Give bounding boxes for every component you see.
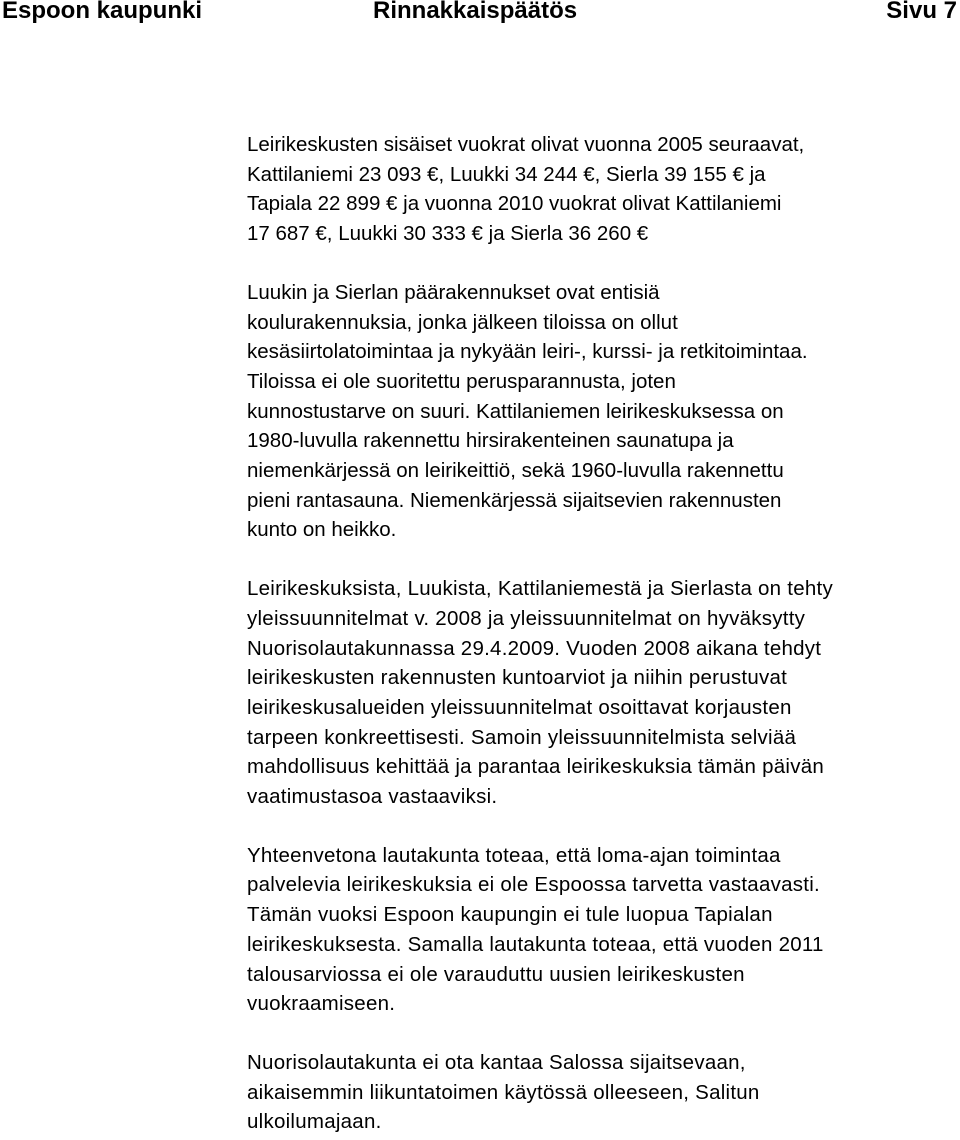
text-line: kesäsiirtolatoimintaa ja nykyään leiri-, kurssi- ja retkitoimintaa. — [247, 340, 808, 364]
text-line: Tiloissa ei ole suoritettu perusparannusta, joten — [247, 369, 676, 393]
text-line: vuokraamiseen. — [247, 992, 396, 1016]
text-line: Kattilaniemi 23 093 €, Luukki 34 244 €, Sierla 39 155 € ja — [247, 162, 766, 186]
text-line: vaatimustasoa vastaaviksi. — [247, 785, 498, 809]
text-line: tarpeen konkreettisesti. Samoin yleissuunnitelmista selviää — [247, 725, 797, 749]
text-line: ulkoilumajaan. — [247, 1110, 382, 1134]
text-line: palvelevia leirikeskuksia ei ole Espoossa tarvetta vastaavasti. — [247, 873, 820, 897]
text-line: aikaisemmin liikuntatoimen käytössä olleeseen, Salitun — [247, 1080, 760, 1104]
paragraph-rents — [247, 130, 955, 249]
text-line: leirikeskusten rakennusten kuntoarviot ja niihin perustuvat — [247, 666, 788, 690]
text-line: Yhteenvetona lautakunta toteaa, että loma-ajan toimintaa — [247, 843, 781, 867]
text-line: talousarviossa ei ole varauduttu uusien leirikeskusten — [247, 962, 745, 986]
document-body — [247, 130, 955, 1137]
text-line: Nuorisolautakunnassa 29.4.2009. Vuoden 2008 aikana tehdyt — [247, 636, 822, 660]
page-header — [0, 0, 960, 30]
paragraph-salitun — [247, 1048, 955, 1137]
text-line: Tämän vuoksi Espoon kaupungin ei tule luopua Tapialan — [247, 903, 773, 927]
header-page-number: Sivu 7 — [886, 0, 957, 24]
text-line: niemenkärjessä on leirikeittiö, sekä 1960-luvulla rakennettu — [247, 459, 784, 483]
text-line: Luukin ja Sierlan päärakennukset ovat entisiä — [247, 280, 660, 304]
text-line: Leirikeskuksista, Luukista, Kattilaniemestä ja Sierlasta on tehty — [247, 577, 833, 601]
text-line: mahdollisuus kehittää ja parantaa leirikeskuksia tämän päivän — [247, 755, 825, 779]
text-line: kunto on heikko. — [247, 518, 397, 542]
paragraph-general-plans — [247, 574, 955, 812]
text-line: 17 687 €, Luukki 30 333 € ja Sierla 36 260 € — [247, 222, 649, 246]
text-line: 1980-luvulla rakennettu hirsirakenteinen saunatupa ja — [247, 429, 734, 453]
text-line: leirikeskuksesta. Samalla lautakunta toteaa, että vuoden 2011 — [247, 932, 824, 956]
text-line: yleissuunnitelmat v. 2008 ja yleissuunnitelmat on hyväksytty — [247, 606, 806, 630]
text-line: kunnostustarve on suuri. Kattilaniemen leirikeskuksessa on — [247, 399, 784, 423]
text-line: leirikeskusalueiden yleissuunnitelmat osoittavat korjausten — [247, 695, 792, 719]
text-line: Tapiala 22 899 € ja vuonna 2010 vuokrat olivat Kattilaniemi — [247, 192, 782, 216]
text-line: pieni rantasauna. Niemenkärjessä sijaitsevien rakennusten — [247, 488, 782, 512]
text-line: Nuorisolautakunta ei ota kantaa Salossa sijaitsevaan, — [247, 1050, 746, 1074]
paragraph-summary — [247, 841, 955, 1019]
text-line: koulurakennuksia, jonka jälkeen tiloissa on ollut — [247, 310, 678, 334]
header-document-type: Rinnakkaispäätös — [373, 0, 578, 24]
header-organization: Espoon kaupunki — [2, 0, 203, 24]
text-line: Leirikeskusten sisäiset vuokrat olivat vuonna 2005 seuraavat, — [247, 133, 805, 156]
paragraph-buildings — [247, 278, 955, 545]
